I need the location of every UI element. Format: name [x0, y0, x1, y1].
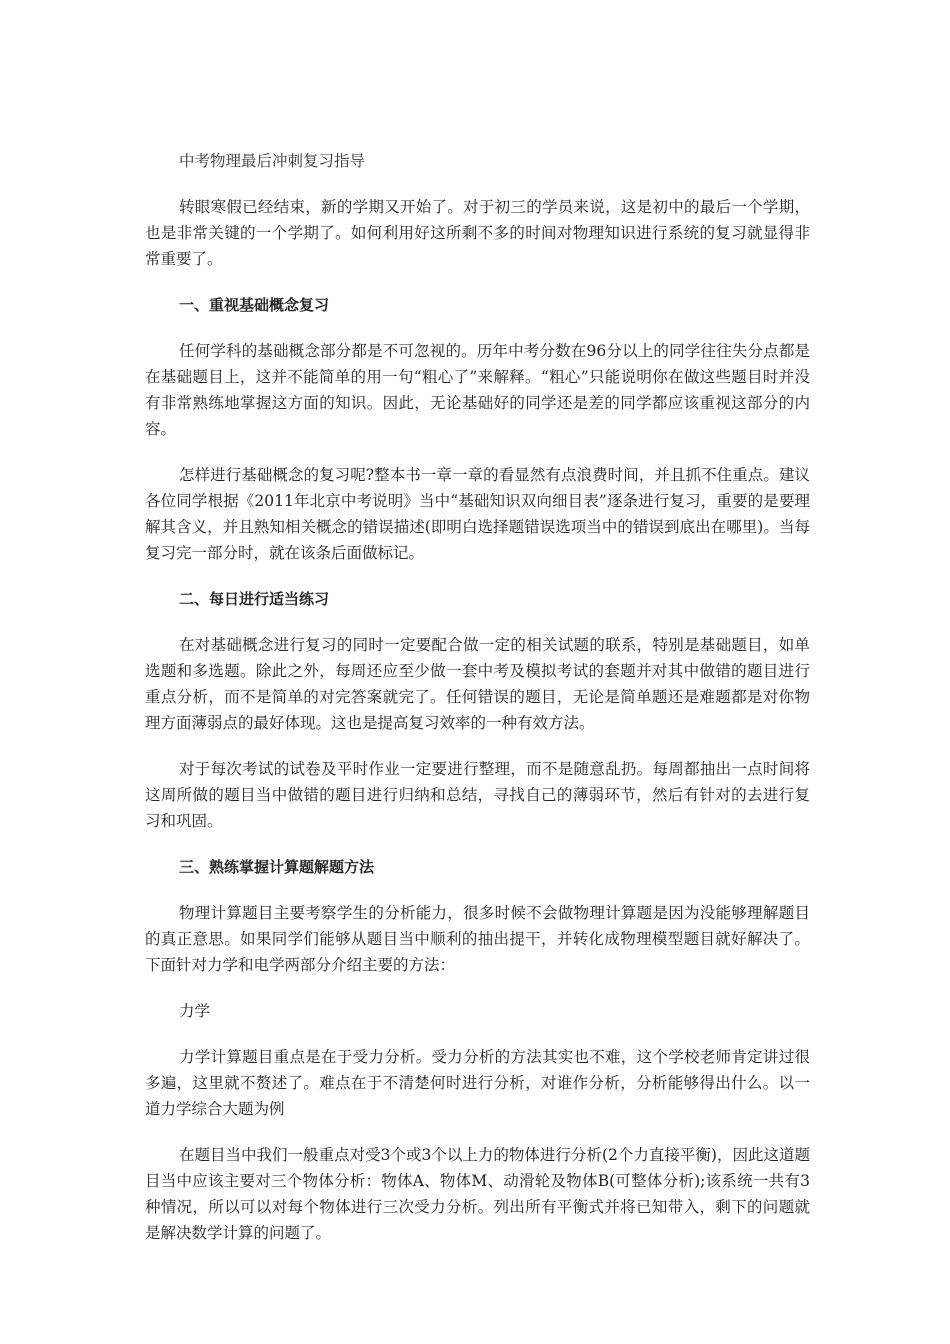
- section-3-paragraph-1: 物理计算题目主要考察学生的分析能力，很多时候不会做物理计算题是因为没能够理解题目的真正意思。如果同学们能够从题目当中顺利的抽出提干，并转化成物理模型题目就好解决了。下面针对力学和电学两部分介绍主要的方法：: [145, 904, 810, 974]
- section-2-heading: 二、每日进行适当练习: [179, 590, 330, 608]
- intro-paragraph: 转眼寒假已经结束，新的学期又开始了。对于初三的学员来说，这是初中的最后一个学期，也是非常关键的一个学期了。如何利用好这所剩不多的时间对物理知识进行系统的复习就显得非常重要了。: [145, 198, 810, 268]
- section-1-heading: 一、重视基础概念复习: [179, 296, 330, 314]
- document-title: 中考物理最后冲刺复习指导: [179, 152, 366, 170]
- mechanics-paragraph-1: 力学计算题目重点是在于受力分析。受力分析的方法其实也不难，这个学校老师肯定讲过很多遍，这里就不赘述了。难点在于不清楚何时进行分析，对谁作分析，分析能够得出什么。以一道力学综合大题为例: [145, 1048, 810, 1118]
- section-2-paragraph-2: 对于每次考试的试卷及平时作业一定要进行整理，而不是随意乱扔。每周都抽出一点时间将这周所做的题目当中做错的题目进行归纳和总结，寻找自己的薄弱环节，然后有针对的去进行复习和巩固。: [145, 760, 810, 830]
- mechanics-paragraph-2: 在题目当中我们一般重点对受3个或3个以上力的物体进行分析(2个力直接平衡)，因此这道题目当中应该主要对三个物体分析：物体A、物体M、动滑轮及物体B(可整体分析);该系统一共有3种情况，所以可以对每个物体进行三次受力分析。列出所有平衡式并将已知带入，剩下的问题就是解决数学计算的问题了。: [145, 1146, 810, 1242]
- document-page: [145, 148, 810, 1266]
- section-2-paragraph-1: 在对基础概念进行复习的同时一定要配合做一定的相关试题的联系，特别是基础题目，如单选题和多选题。除此之外，每周还应至少做一套中考及模拟考试的套题并对其中做错的题目进行重点分析，而不是简单的对完答案就完了。任何错误的题目，无论是简单题还是难题都是对你物理方面薄弱点的最好体现。这也是提高复习效率的一种有效方法。: [145, 636, 810, 732]
- section-3-heading: 三、熟练掌握计算题解题方法: [179, 858, 375, 876]
- section-1-paragraph-2: 怎样进行基础概念的复习呢?整本书一章一章的看显然有点浪费时间，并且抓不住重点。建议各位同学根据《2011年北京中考说明》当中“基础知识双向细目表”逐条进行复习，重要的是要理解其含义，并且熟知相关概念的错误描述(即明白选择题错误选项当中的错误到底出在哪里)。当每复习完一部分时，就在该条后面做标记。: [145, 466, 810, 562]
- section-1-paragraph-1: 任何学科的基础概念部分都是不可忽视的。历年中考分数在96分以上的同学往往失分点都是在基础题目上，这并不能简单的用一句“粗心了”来解释。“粗心”只能说明你在做这些题目时并没有非常熟练地掌握这方面的知识。因此，无论基础好的同学还是差的同学都应该重视这部分的内容。: [145, 342, 810, 438]
- mechanics-subheading: 力学: [179, 1002, 211, 1020]
